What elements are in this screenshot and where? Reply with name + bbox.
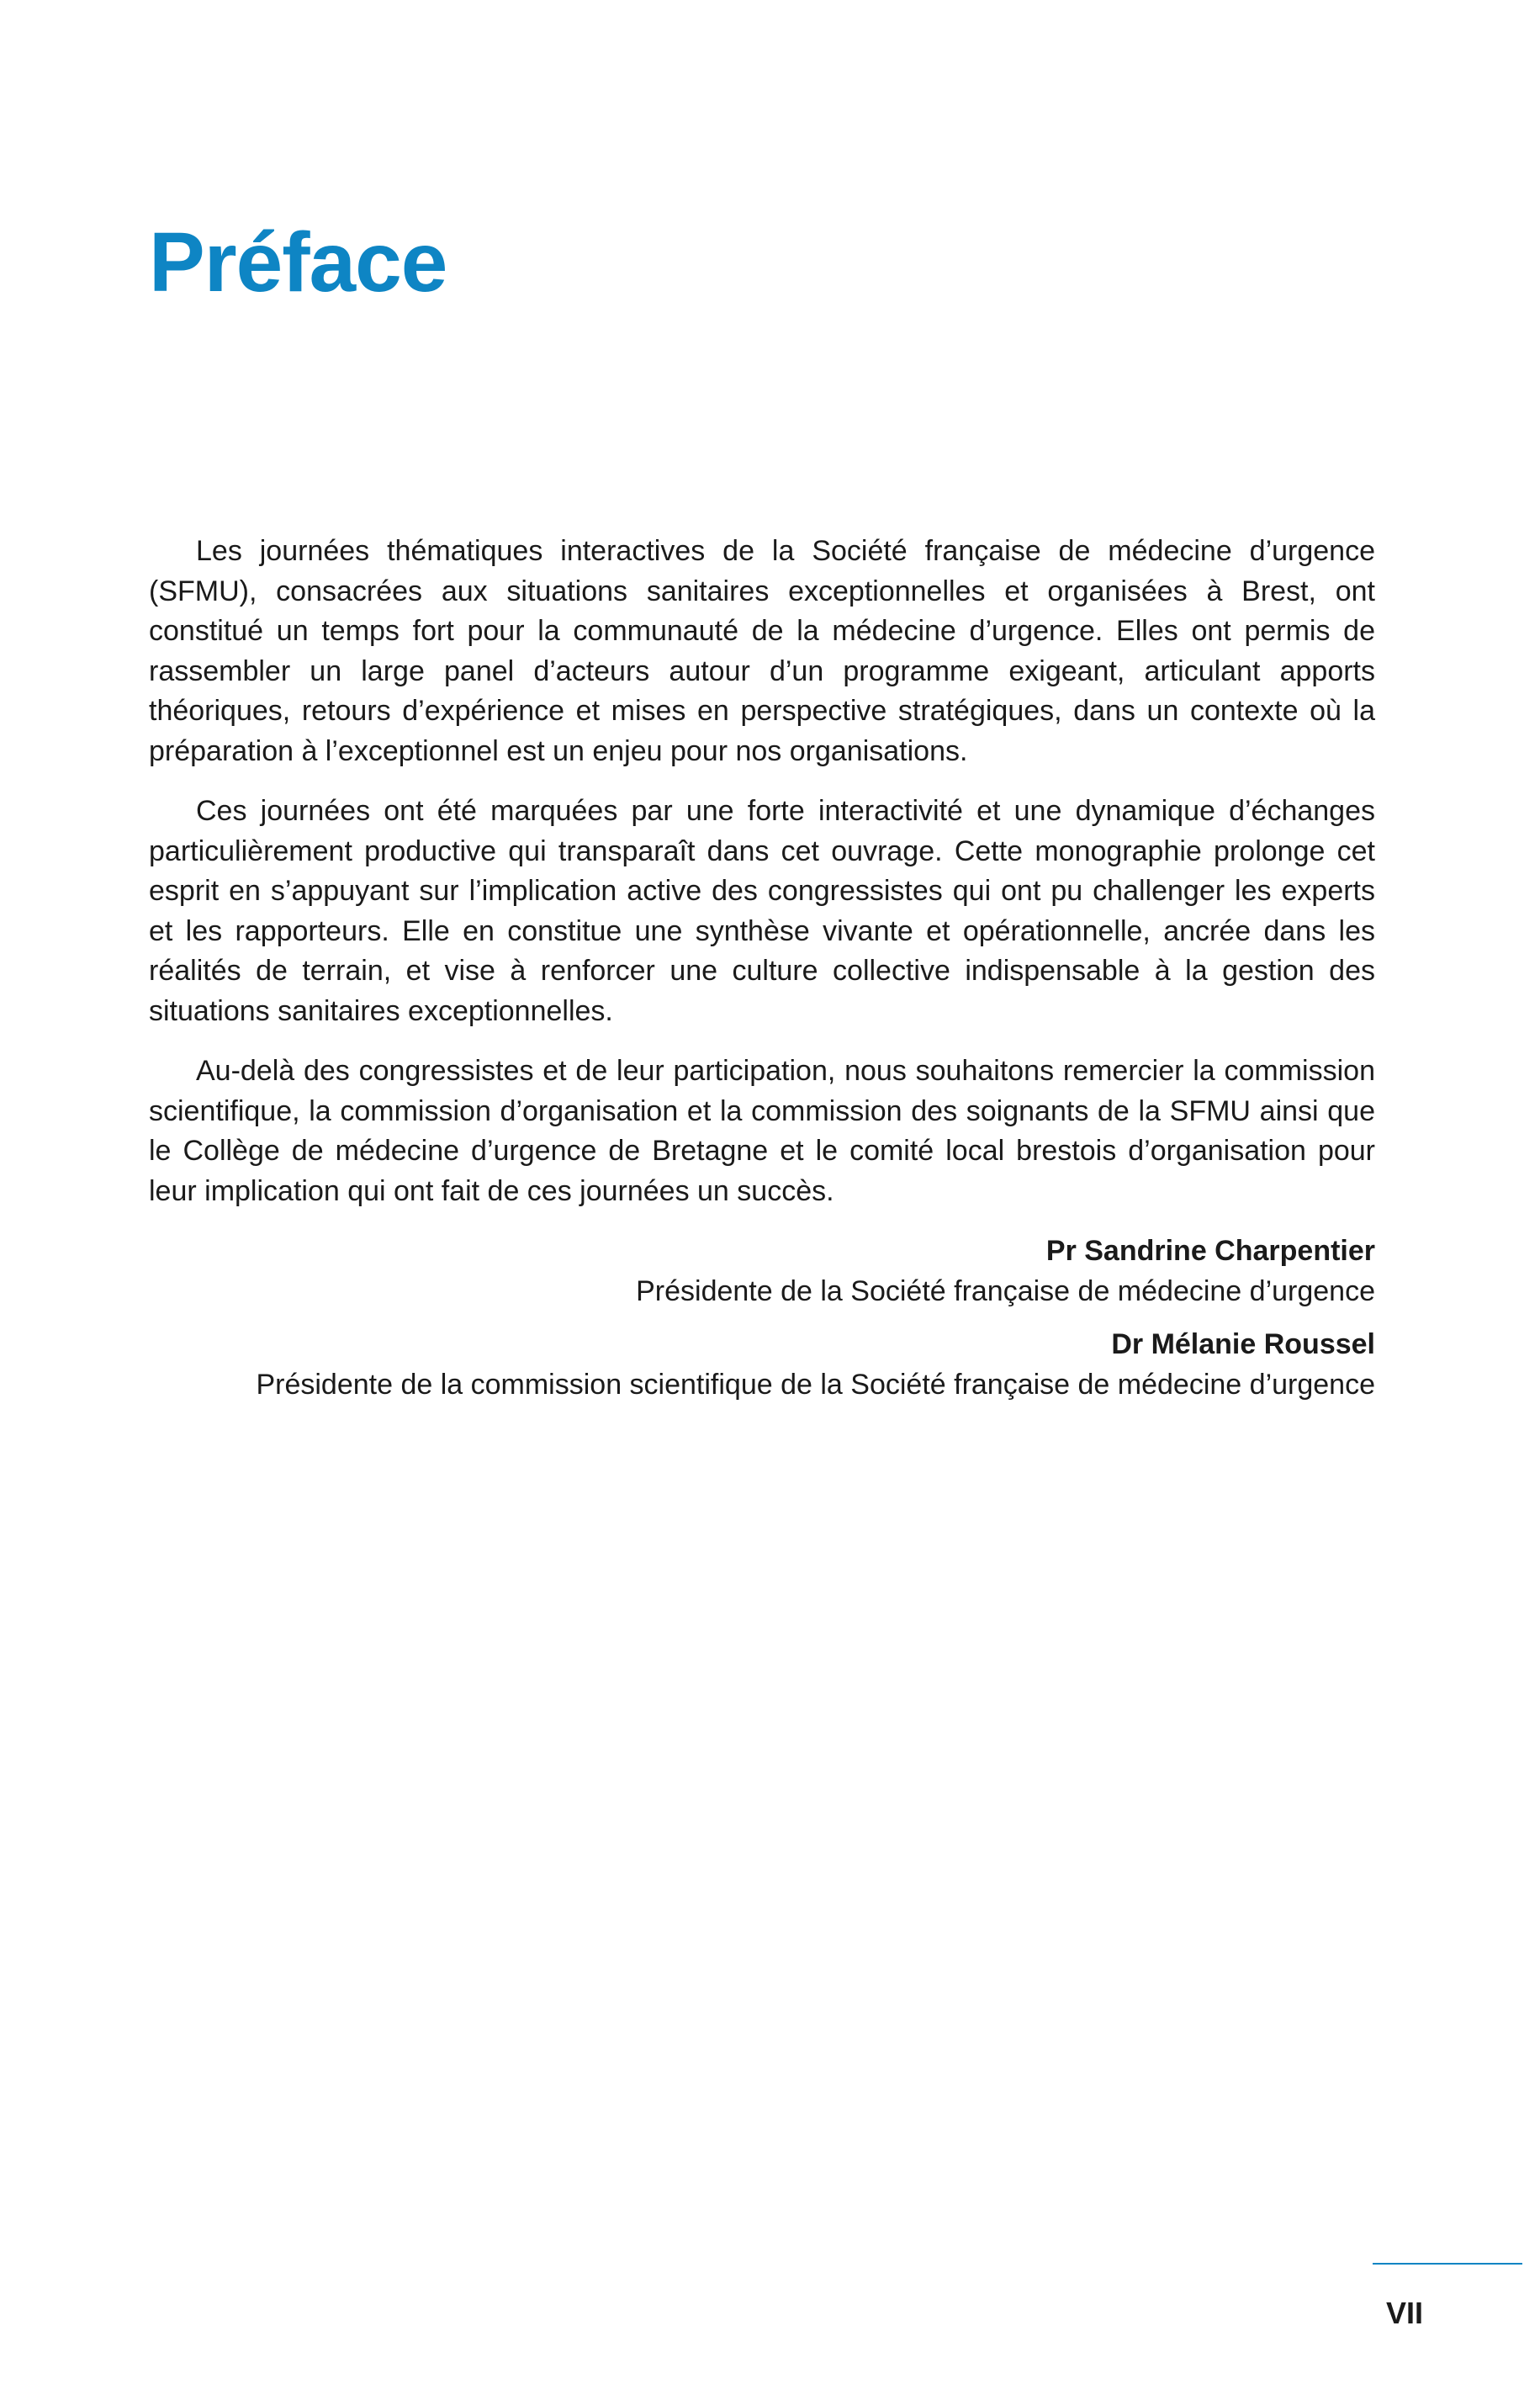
signature-block <box>149 1232 1375 1311</box>
paragraph: Ces journées ont été marquées par une forte interactivité et une dynamique d’échanges particulièrement productive qui transparaît dans cet ouvrage. Cette monographie prolonge cet esprit en s’appuyant sur l’implication active des congressistes qui ont pu challenger les experts et les rapporteurs. Elle en constitue une synthèse vivante et opérationnelle, ancrée dans les réalités de terrain, et vise à renforcer une culture collective indispensable à la gestion des situations sanitaires exceptionnelles. <box>149 795 1375 1027</box>
signatory-name: Dr Mélanie Roussel <box>1111 1328 1375 1360</box>
page-number: VII <box>1386 2296 1424 2330</box>
signatory-role: Présidente de la Société française de médecine d’urgence <box>636 1274 1375 1307</box>
paragraph: Au-delà des congressistes et de leur participation, nous souhaitons remercier la commission scientifique, la commission d’organisation et la commission des soignants de la SFMU ainsi que le Collège de médecine d’urgence de Bretagne et le comité local brestois d’organisation pour leur implication qui ont fait de ces journées un succès. <box>149 1055 1375 1207</box>
signature-block <box>149 1325 1375 1405</box>
page-title: Préface <box>149 215 447 310</box>
footer-rule <box>1373 2263 1522 2265</box>
signatory-role: Présidente de la commission scientifique de la Société française de médecine d’urgence <box>256 1368 1375 1401</box>
signatory-name: Pr Sandrine Charpentier <box>1045 1235 1375 1267</box>
preface-body <box>149 532 1375 1405</box>
paragraph: Les journées thématiques interactives de la Société française de médecine d’urgence (SFMU), consacrées aux situations sanitaires exceptionnelles et organisées à Brest, ont constitué un temps fort pour la communauté de la médecine d’urgence. Elles ont permis de rassembler un large panel d’acteurs autour d’un programme exigeant, articulant apports théoriques, retours d’expérience et mises en perspective stratégiques, dans un contexte où la préparation à l’exceptionnel est un enjeu pour nos organisations. <box>149 535 1375 767</box>
